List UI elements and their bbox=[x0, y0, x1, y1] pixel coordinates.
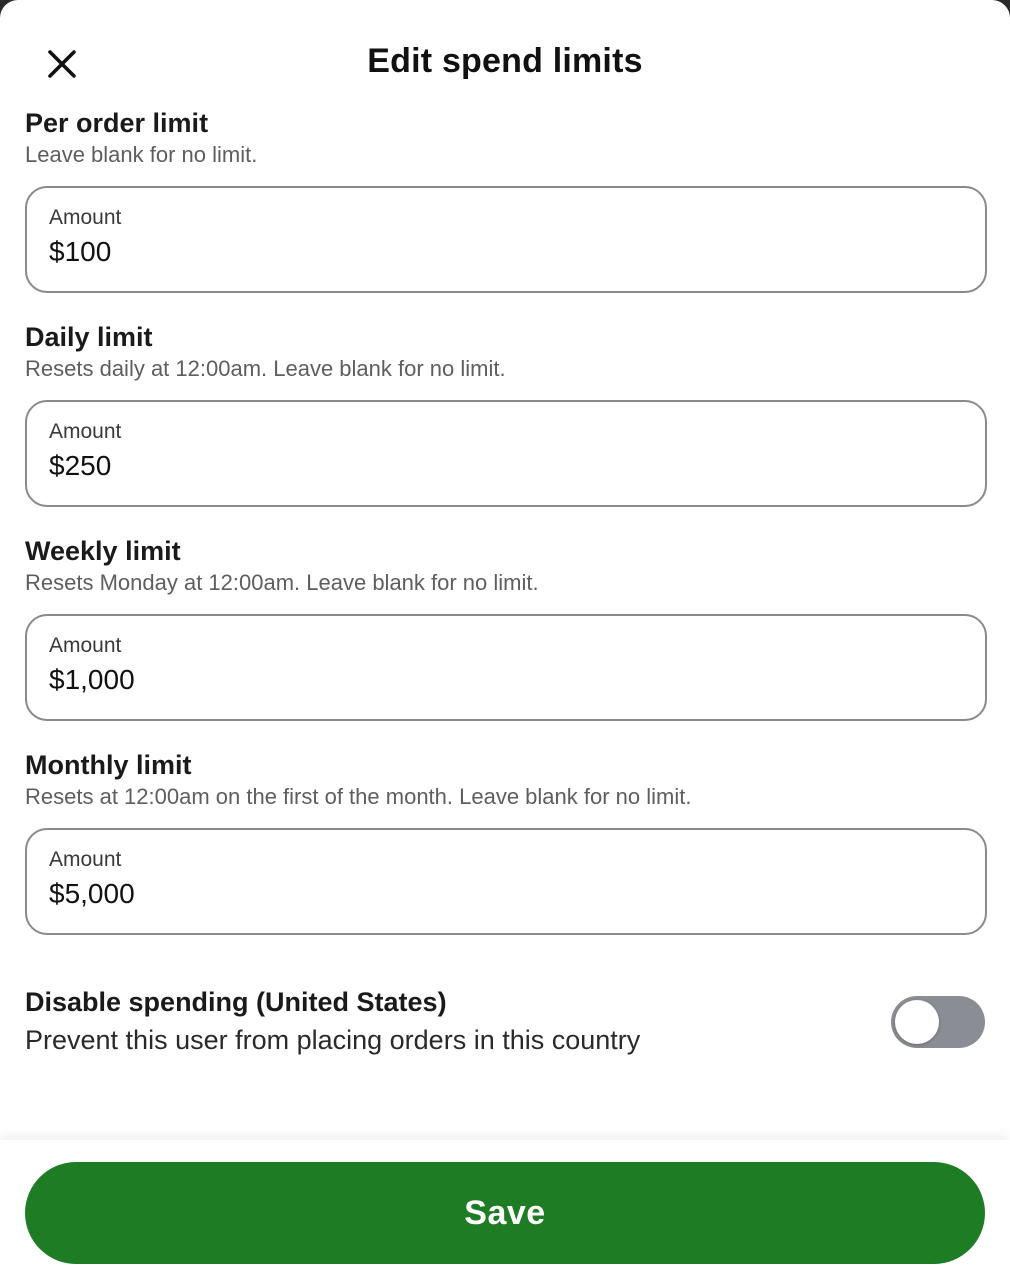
disable-spending-title: Disable spending (United States) bbox=[25, 987, 447, 1017]
weekly-limit-description: Resets Monday at 12:00am. Leave blank for no limit. bbox=[25, 570, 539, 595]
weekly-limit-amount-field[interactable] bbox=[25, 614, 987, 721]
per-order-limit-section bbox=[25, 106, 987, 267]
amount-label: Amount bbox=[49, 634, 122, 657]
daily-limit-title: Daily limit bbox=[25, 322, 153, 352]
toggle-knob bbox=[895, 1000, 939, 1044]
daily-limit-description: Resets daily at 12:00am. Leave blank for no limit. bbox=[25, 356, 506, 381]
monthly-limit-description: Resets at 12:00am on the first of the month. Leave blank for no limit. bbox=[25, 784, 692, 809]
per-order-limit-description: Leave blank for no limit. bbox=[25, 142, 258, 167]
weekly-limit-title: Weekly limit bbox=[25, 536, 181, 566]
per-order-limit-value[interactable]: $100 bbox=[49, 236, 112, 267]
per-order-limit-title: Per order limit bbox=[25, 108, 209, 138]
daily-limit-amount-field[interactable] bbox=[25, 400, 987, 507]
save-button[interactable]: Save bbox=[25, 1162, 985, 1264]
footer bbox=[0, 1140, 1010, 1278]
weekly-limit-section bbox=[25, 534, 987, 695]
amount-label: Amount bbox=[49, 206, 122, 229]
daily-limit-value[interactable]: $250 bbox=[49, 450, 112, 481]
weekly-limit-value[interactable]: $1,000 bbox=[49, 664, 135, 695]
daily-limit-section bbox=[25, 320, 987, 481]
page-title: Edit spend limits bbox=[367, 42, 643, 80]
monthly-limit-amount-field[interactable] bbox=[25, 828, 987, 935]
amount-label: Amount bbox=[49, 420, 122, 443]
monthly-limit-section bbox=[25, 748, 987, 909]
monthly-limit-title: Monthly limit bbox=[25, 750, 192, 780]
header bbox=[0, 0, 1010, 110]
disable-spending-row bbox=[25, 985, 987, 1065]
disable-spending-toggle[interactable] bbox=[891, 996, 985, 1048]
monthly-limit-value[interactable]: $5,000 bbox=[49, 878, 135, 909]
amount-label: Amount bbox=[49, 848, 122, 871]
disable-spending-description: Prevent this user from placing orders in this country bbox=[25, 1025, 641, 1055]
per-order-limit-amount-field[interactable] bbox=[25, 186, 987, 293]
